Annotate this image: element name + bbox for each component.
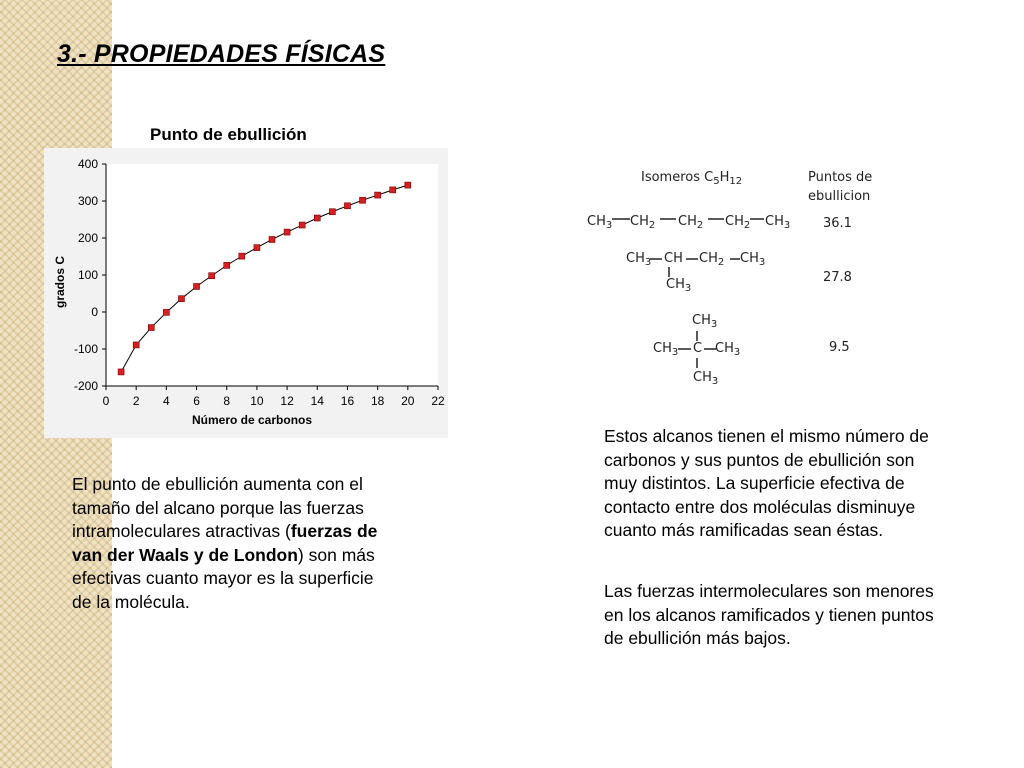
bp-header-line2: ebullicion [808, 189, 871, 204]
plot-area [106, 164, 438, 386]
y-tick-label: 400 [77, 157, 98, 171]
n-pentane-bonds [610, 210, 770, 230]
slide-title: 3.- PROPIEDADES FÍSICAS [57, 40, 386, 68]
boiling-point-chart [44, 148, 448, 438]
x-tick-label: 20 [401, 394, 415, 408]
x-tick-label: 16 [340, 394, 355, 408]
data-point [375, 192, 381, 198]
isomers-header-text: Isomeros C [641, 170, 714, 185]
n-pentane-group-2: $CH_2$ [630, 214, 656, 231]
y-tick-label: -100 [73, 342, 98, 356]
n-pentane-group-3: $CH_2$ [678, 214, 704, 231]
chart-title: Punto de ebullición [150, 125, 307, 144]
x-tick-label: 2 [132, 394, 140, 408]
neopentane-bonds [676, 328, 726, 372]
isopentane-group-1: $CH_3$ [626, 251, 652, 268]
neopentane-center: C [693, 341, 703, 356]
x-axis-ticks [103, 386, 445, 408]
left-text-bold: fuerzas de van der Waals y de London [72, 521, 378, 565]
y-tick-label: 200 [77, 231, 98, 245]
y-tick-label: -200 [73, 379, 98, 393]
y-tick-label: 0 [91, 305, 98, 319]
y-tick-label: 100 [77, 268, 98, 282]
isomers-header-c-sub: 5 [713, 176, 720, 187]
x-tick-label: 12 [280, 394, 294, 408]
left-explanation [72, 473, 394, 614]
x-tick-label: 8 [223, 394, 231, 408]
neopentane-left: $CH_3$ [653, 341, 679, 358]
x-tick-label: 6 [193, 394, 200, 408]
n-pentane-group-1: $CH_3$ [587, 214, 613, 231]
data-point [224, 262, 230, 268]
data-point [269, 236, 275, 242]
n-pentane-group-4: $CH_2$ [725, 214, 751, 231]
x-tick-label: 10 [250, 394, 264, 408]
n-pentane-group-5: $CH_3$ [765, 214, 791, 231]
data-point [344, 203, 350, 209]
x-axis-label: Número de carbonos [192, 413, 313, 427]
data-point [329, 209, 335, 215]
x-tick-label: 0 [102, 394, 110, 408]
isopentane-branch: $CH_3$ [666, 277, 692, 294]
isomers-header-h: H [719, 170, 730, 185]
data-point [360, 197, 366, 203]
data-point [254, 245, 260, 251]
data-point [133, 342, 139, 348]
chart-svg [44, 148, 448, 438]
data-point [299, 222, 305, 228]
neopentane-top: $CH_3$ [692, 313, 718, 330]
data-point [390, 187, 396, 193]
x-tick-label: 22 [431, 394, 445, 408]
isopentane-group-3: $CH_2$ [699, 251, 725, 268]
data-point [178, 296, 184, 302]
isopentane-group-4: $CH_3$ [740, 251, 766, 268]
n-pentane-bp: 36.1 [823, 216, 852, 231]
x-tick-label: 18 [370, 394, 385, 408]
y-axis-label: grados C [53, 255, 67, 308]
data-point [405, 182, 411, 188]
x-tick-label: 14 [310, 394, 324, 408]
x-tick-label: 4 [163, 394, 170, 408]
isomers-header [641, 170, 742, 187]
right-explanation-2: Las fuerzas intermoleculares son menores en los alcanos ramificados y tienen puntos de ebullición más bajos. [604, 581, 934, 648]
y-axis-ticks [74, 157, 106, 393]
boiling-points-header [808, 168, 888, 206]
data-point [118, 369, 124, 375]
y-tick-label: 300 [77, 194, 98, 208]
data-point [194, 283, 200, 289]
isopentane-bonds [648, 250, 748, 280]
data-point [314, 215, 320, 221]
isomers-header-h-sub: 12 [729, 176, 743, 187]
isopentane-bp: 27.8 [823, 270, 852, 285]
left-text-part1: El punto de ebullición aumenta con el tamaño del alcano porque las fuerzas intramoleculares atractivas ( [72, 474, 364, 541]
neopentane-bottom: $CH_3$ [693, 370, 719, 387]
isopentane-group-2: CH [664, 251, 683, 266]
neopentane-bp: 9.5 [829, 340, 850, 355]
data-point [284, 229, 290, 235]
data-point [148, 325, 154, 331]
data-point [209, 273, 215, 279]
data-point [163, 309, 169, 315]
data-point [239, 253, 245, 259]
left-text-part2: ) son más efectivas cuanto mayor es la superficie de la molécula. [72, 544, 375, 612]
neopentane-right: $CH_3$ [715, 341, 741, 358]
right-explanation-1: Estos alcanos tienen el mismo número de carbonos y sus puntos de ebullición son muy distintos. La superficie efectiva de contacto entre dos moléculas disminuye cuanto más ramificadas sean éstas. [604, 426, 929, 540]
bp-header-line1: Puntos de [808, 170, 873, 185]
